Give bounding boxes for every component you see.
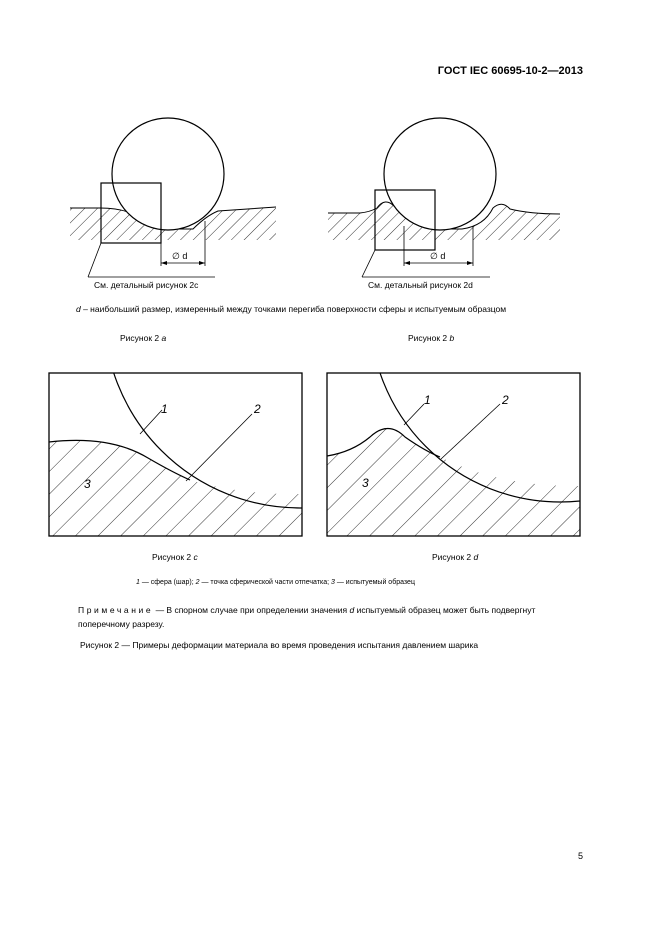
caption-figure-2b: Рисунок 2 b bbox=[408, 333, 455, 343]
note-paragraph: Примечание — В спорном случае при определении значения d испытуемый образец может быть подвергнут поперечному разрезу. bbox=[78, 605, 536, 629]
figure-2b bbox=[328, 118, 560, 290]
label-sphere: 1 bbox=[161, 402, 168, 416]
label-specimen: 3 bbox=[84, 477, 91, 491]
detail-reference: См. детальный рисунок 2c bbox=[94, 280, 199, 290]
detail-reference: См. детальный рисунок 2d bbox=[368, 280, 473, 290]
caption-figure-2a: Рисунок 2 a bbox=[120, 333, 167, 343]
label-specimen: 3 bbox=[362, 476, 369, 490]
figure-caption: Рисунок 2 — Примеры деформации материала во время проведения испытания давлением шарика bbox=[80, 640, 479, 650]
d-definition: d – наибольший размер, измеренный между точками перегиба поверхности сферы и испытуемым образцом bbox=[76, 304, 507, 314]
figure-2a bbox=[70, 118, 276, 290]
diameter-label: ∅ d bbox=[430, 251, 446, 261]
label-sphere: 1 bbox=[424, 393, 431, 407]
label-point: 2 bbox=[254, 402, 261, 416]
caption-figure-2d: Рисунок 2 d bbox=[432, 552, 479, 562]
label-point: 2 bbox=[502, 393, 509, 407]
standard-header: ГОСТ IEC 60695-10-2—2013 bbox=[437, 65, 583, 77]
sphere bbox=[384, 118, 496, 230]
figure-legend: 1 — сфера (шар); 2 — точка сферической части отпечатка; 3 — испытуемый образец bbox=[136, 579, 415, 586]
sphere bbox=[112, 118, 224, 230]
page-number: 5 bbox=[577, 851, 583, 861]
caption-figure-2c: Рисунок 2 c bbox=[152, 552, 198, 562]
diameter-label: ∅ d bbox=[172, 251, 188, 261]
